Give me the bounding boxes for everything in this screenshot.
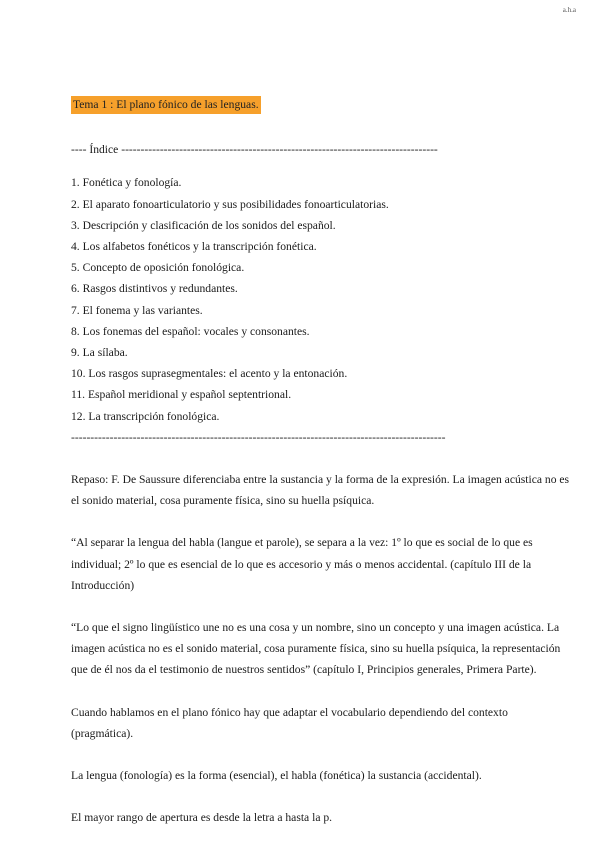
index-item: 11. Español meridional y español septentrional. bbox=[71, 388, 292, 402]
paragraph-quote-signo: “Lo que el signo lingüístico une no es una cosa y un nombre, sino un concepto y una imagen acústica. La imagen acústica no es el sonido material, cosa puramente física, sino su huella psíquica, la representación que de él nos da el testimonio de nuestros sentidos” (capítulo I, Principios generales, Primera Parte). bbox=[71, 621, 561, 677]
index-item: 9. La sílaba. bbox=[71, 346, 128, 360]
index-item: 6. Rasgos distintivos y redundantes. bbox=[71, 282, 238, 296]
index-list bbox=[71, 172, 571, 426]
index-header: ---- Índice ---------------------------------------------------------------------------------- bbox=[71, 143, 438, 157]
index-item: 8. Los fonemas del español: vocales y consonantes. bbox=[71, 324, 310, 338]
paragraph-quote-langue-parole: “Al separar la lengua del habla (langue et parole), se separa a la vez: 1º lo que es social de lo que es individual; 2º lo que es esencial de lo que es accesorio y más o menos accidental. (capítulo III de la Introducción) bbox=[71, 536, 533, 592]
paragraph-repaso: Repaso: F. De Saussure diferenciaba entre la sustancia y la forma de la expresión. La imagen acústica no es el sonido material, cosa puramente física, sino su huella psíquica. bbox=[71, 473, 570, 508]
index-item: 12. La transcripción fonológica. bbox=[71, 409, 220, 423]
paragraph-rango-apertura: El mayor rango de apertura es desde la letra a hasta la p. bbox=[71, 811, 333, 825]
index-item: 10. Los rasgos suprasegmentales: el acento y la entonación. bbox=[71, 367, 348, 381]
paragraph-lengua-habla: La lengua (fonología) es la forma (esencial), el habla (fonética) la sustancia (accidental). bbox=[71, 769, 482, 783]
index-footer-divider: ------------------------------------------------------------------------------------------------- bbox=[71, 430, 446, 444]
document-content bbox=[71, 94, 571, 828]
index-item: 1. Fonética y fonología. bbox=[71, 176, 182, 190]
index-item: 5. Concepto de oposición fonológica. bbox=[71, 261, 245, 275]
corner-mark: a.h.a bbox=[562, 6, 576, 14]
paragraph-vocabulario: Cuando hablamos en el plano fónico hay que adaptar el vocabulario dependiendo del contexto (pragmática). bbox=[71, 705, 508, 740]
index-item: 4. Los alfabetos fonéticos y la transcripción fonética. bbox=[71, 240, 317, 254]
index-item: 7. El fonema y las variantes. bbox=[71, 303, 203, 317]
document-title: Tema 1 : El plano fónico de las lenguas. bbox=[71, 96, 261, 114]
index-item: 3. Descripción y clasificación de los sonidos del español. bbox=[71, 218, 336, 232]
index-item: 2. El aparato fonoarticulatorio y sus posibilidades fonoarticulatorias. bbox=[71, 197, 389, 211]
